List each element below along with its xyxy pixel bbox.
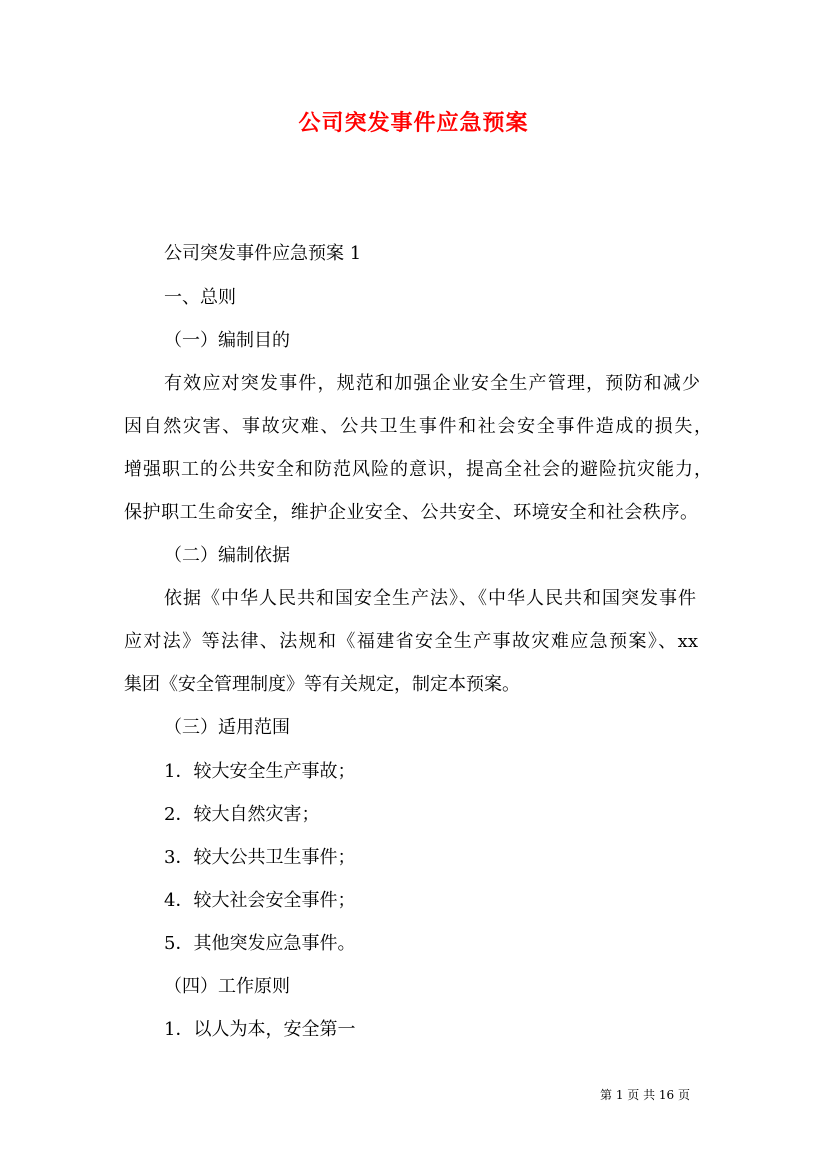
subsection-heading: （三）适用范围 bbox=[164, 717, 290, 738]
paragraph-line: 集团《安全管理制度》等有关规定，制定本预案。 bbox=[124, 674, 520, 695]
list-item: 5．其他突发应急事件。 bbox=[164, 933, 356, 954]
paragraph-line: 增强职工的公共安全和防范风险的意识，提高全社会的避险抗灾能力， bbox=[124, 459, 712, 480]
list-item: 1．较大安全生产事故； bbox=[164, 761, 356, 782]
paragraph-line: 保护职工生命安全，维护企业安全、公共安全、环境安全和社会秩序。 bbox=[124, 502, 698, 523]
paragraph-line: 因自然灾害、事故灾难、公共卫生事件和社会安全事件造成的损失， bbox=[124, 416, 712, 437]
list-item: 2．较大自然灾害； bbox=[164, 804, 320, 825]
chapter-heading: 一、总则 bbox=[164, 287, 236, 308]
paragraph-line: 应对法》等法律、法规和《福建省安全生产事故灾难应急预案》、xx bbox=[124, 631, 698, 652]
list-item: 4．较大社会安全事件； bbox=[164, 890, 356, 911]
list-item: 3．较大公共卫生事件； bbox=[164, 847, 356, 868]
page-number-footer: 第 1 页 共 16 页 bbox=[600, 1088, 690, 1102]
list-item: 1．以人为本，安全第一 bbox=[164, 1019, 356, 1040]
paragraph-line: 有效应对突发事件，规范和加强企业安全生产管理，预防和减少 bbox=[164, 373, 700, 394]
section-heading: 公司突发事件应急预案 1 bbox=[164, 243, 362, 264]
subsection-heading: （一）编制目的 bbox=[164, 330, 290, 351]
paragraph-line: 依据《中华人民共和国安全生产法》、《中华人民共和国突发事件 bbox=[164, 588, 696, 609]
subsection-heading: （四）工作原则 bbox=[164, 976, 290, 997]
subsection-heading: （二）编制依据 bbox=[164, 545, 290, 566]
document-title: 公司突发事件应急预案 bbox=[298, 110, 529, 136]
